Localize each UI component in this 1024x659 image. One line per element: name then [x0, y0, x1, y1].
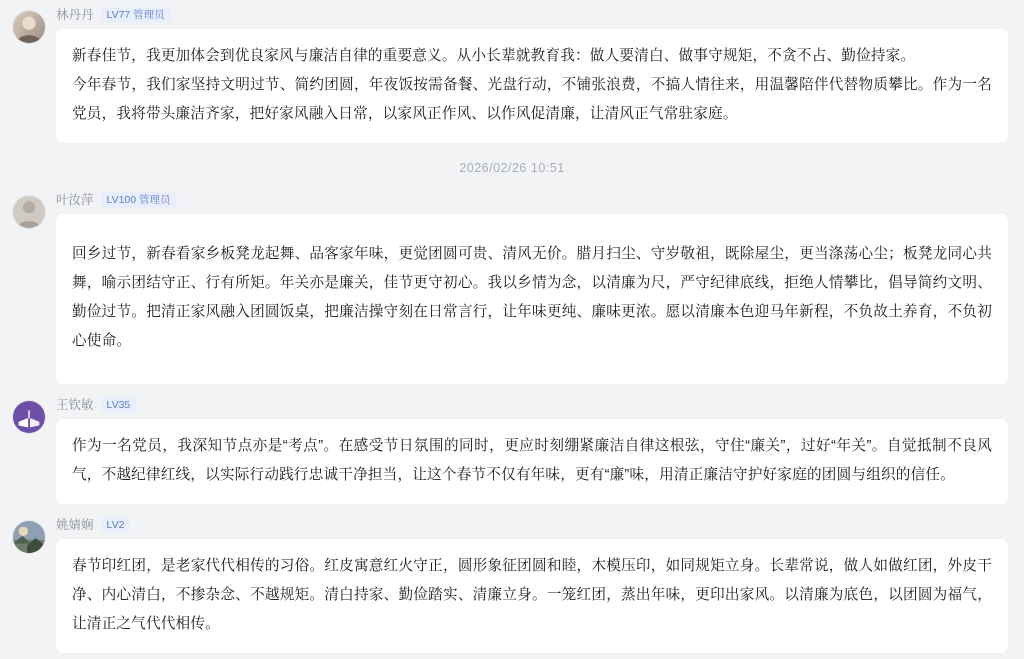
post-item[interactable]	[0, 185, 1024, 390]
user-name[interactable]: 姚婧娴	[56, 518, 94, 532]
user-badge: LV35	[101, 397, 137, 413]
post-line: 春节印红团，是老家代代相传的习俗。红皮寓意红火守正，圆形象征团圆和睦，木模压印，如同规矩立身。长辈常说，做人如做红团，外皮干净、内心清白，不掺杂念、不越规矩。清白持家、勤俭踏实、清廉立身。一笼红团，蒸出年味，更印出家风。以清廉为底色，以团圆为福气，让清正之气代代相传。	[72, 558, 992, 632]
post-meta	[56, 396, 1008, 414]
post-body	[56, 516, 1008, 653]
avatar-book-purple-icon	[13, 401, 45, 433]
user-name[interactable]: 王钦敏	[56, 398, 94, 412]
post-body	[56, 191, 1008, 384]
post-line: 作为一名党员，我深知节点亦是“考点”。在感受节日氛围的同时，更应时刻绷紧廉洁自律这根弦，守住“廉关”，过好“年关”。自觉抵制不良风气，不越纪律红线，以实际行动践行忠诚干净担当，让这个春节不仅有年味，更有“廉”味，用清正廉洁守护好家庭的团圆与组织的信任。	[72, 438, 992, 483]
avatar-scene-photo-icon	[13, 521, 45, 553]
avatar-person-gray-icon	[13, 196, 45, 228]
avatar[interactable]	[12, 520, 46, 554]
post-line: 回乡过节，新春看家乡板凳龙起舞、品客家年味，更觉团圆可贵、清风无价。腊月扫尘、守岁敬祖，既除屋尘，更当涤荡心尘；板凳龙同心共舞，喻示团结守正、行有所矩。年关亦是廉关，佳节更守初心。我以乡情为念，以清廉为尺，严守纪律底线，拒绝人情攀比，倡导简约文明、勤俭过节。把清正家风融入团圆饭桌，把廉洁操守刻在日常言行，让年味更纯、廉味更浓。愿以清廉本色迎马年新程，不负故土养育，不负初心使命。	[72, 246, 992, 349]
avatar-woman-portrait-icon	[13, 11, 45, 43]
post-content	[56, 539, 1008, 653]
post-content	[56, 29, 1008, 143]
post-item[interactable]	[0, 0, 1024, 149]
post-meta	[56, 6, 1008, 24]
user-name[interactable]: 林丹丹	[56, 8, 94, 22]
post-body	[56, 396, 1008, 504]
user-name[interactable]: 叶汝萍	[56, 193, 94, 207]
post-item[interactable]	[0, 510, 1024, 659]
user-badge: LV77 管理员	[101, 7, 171, 23]
post-line: 今年春节，我们家坚持文明过节、简约团圆，年夜饭按需备餐、光盘行动，不铺张浪费，不搞人情往来，用温馨陪伴代替物质攀比。作为一名党员，我将带头廉洁齐家，把好家风融入日常，以家风正作风、以作风促清廉，让清风正气常驻家庭。	[72, 77, 992, 122]
post-item[interactable]	[0, 390, 1024, 510]
post-body	[56, 6, 1008, 143]
avatar[interactable]	[12, 10, 46, 44]
post-meta	[56, 516, 1008, 534]
post-content	[56, 214, 1008, 384]
post-meta	[56, 191, 1008, 209]
user-badge: LV2	[101, 517, 131, 533]
user-badge: LV100 管理员	[101, 192, 177, 208]
post-line: 新春佳节，我更加体会到优良家风与廉洁自律的重要意义。从小长辈就教育我：做人要清白、做事守规矩，不贪不占、勤俭持家。	[72, 48, 916, 64]
timestamp-divider: 2026/02/26 10:51	[459, 161, 565, 175]
post-content	[56, 419, 1008, 504]
avatar[interactable]	[12, 195, 46, 229]
avatar[interactable]	[12, 400, 46, 434]
